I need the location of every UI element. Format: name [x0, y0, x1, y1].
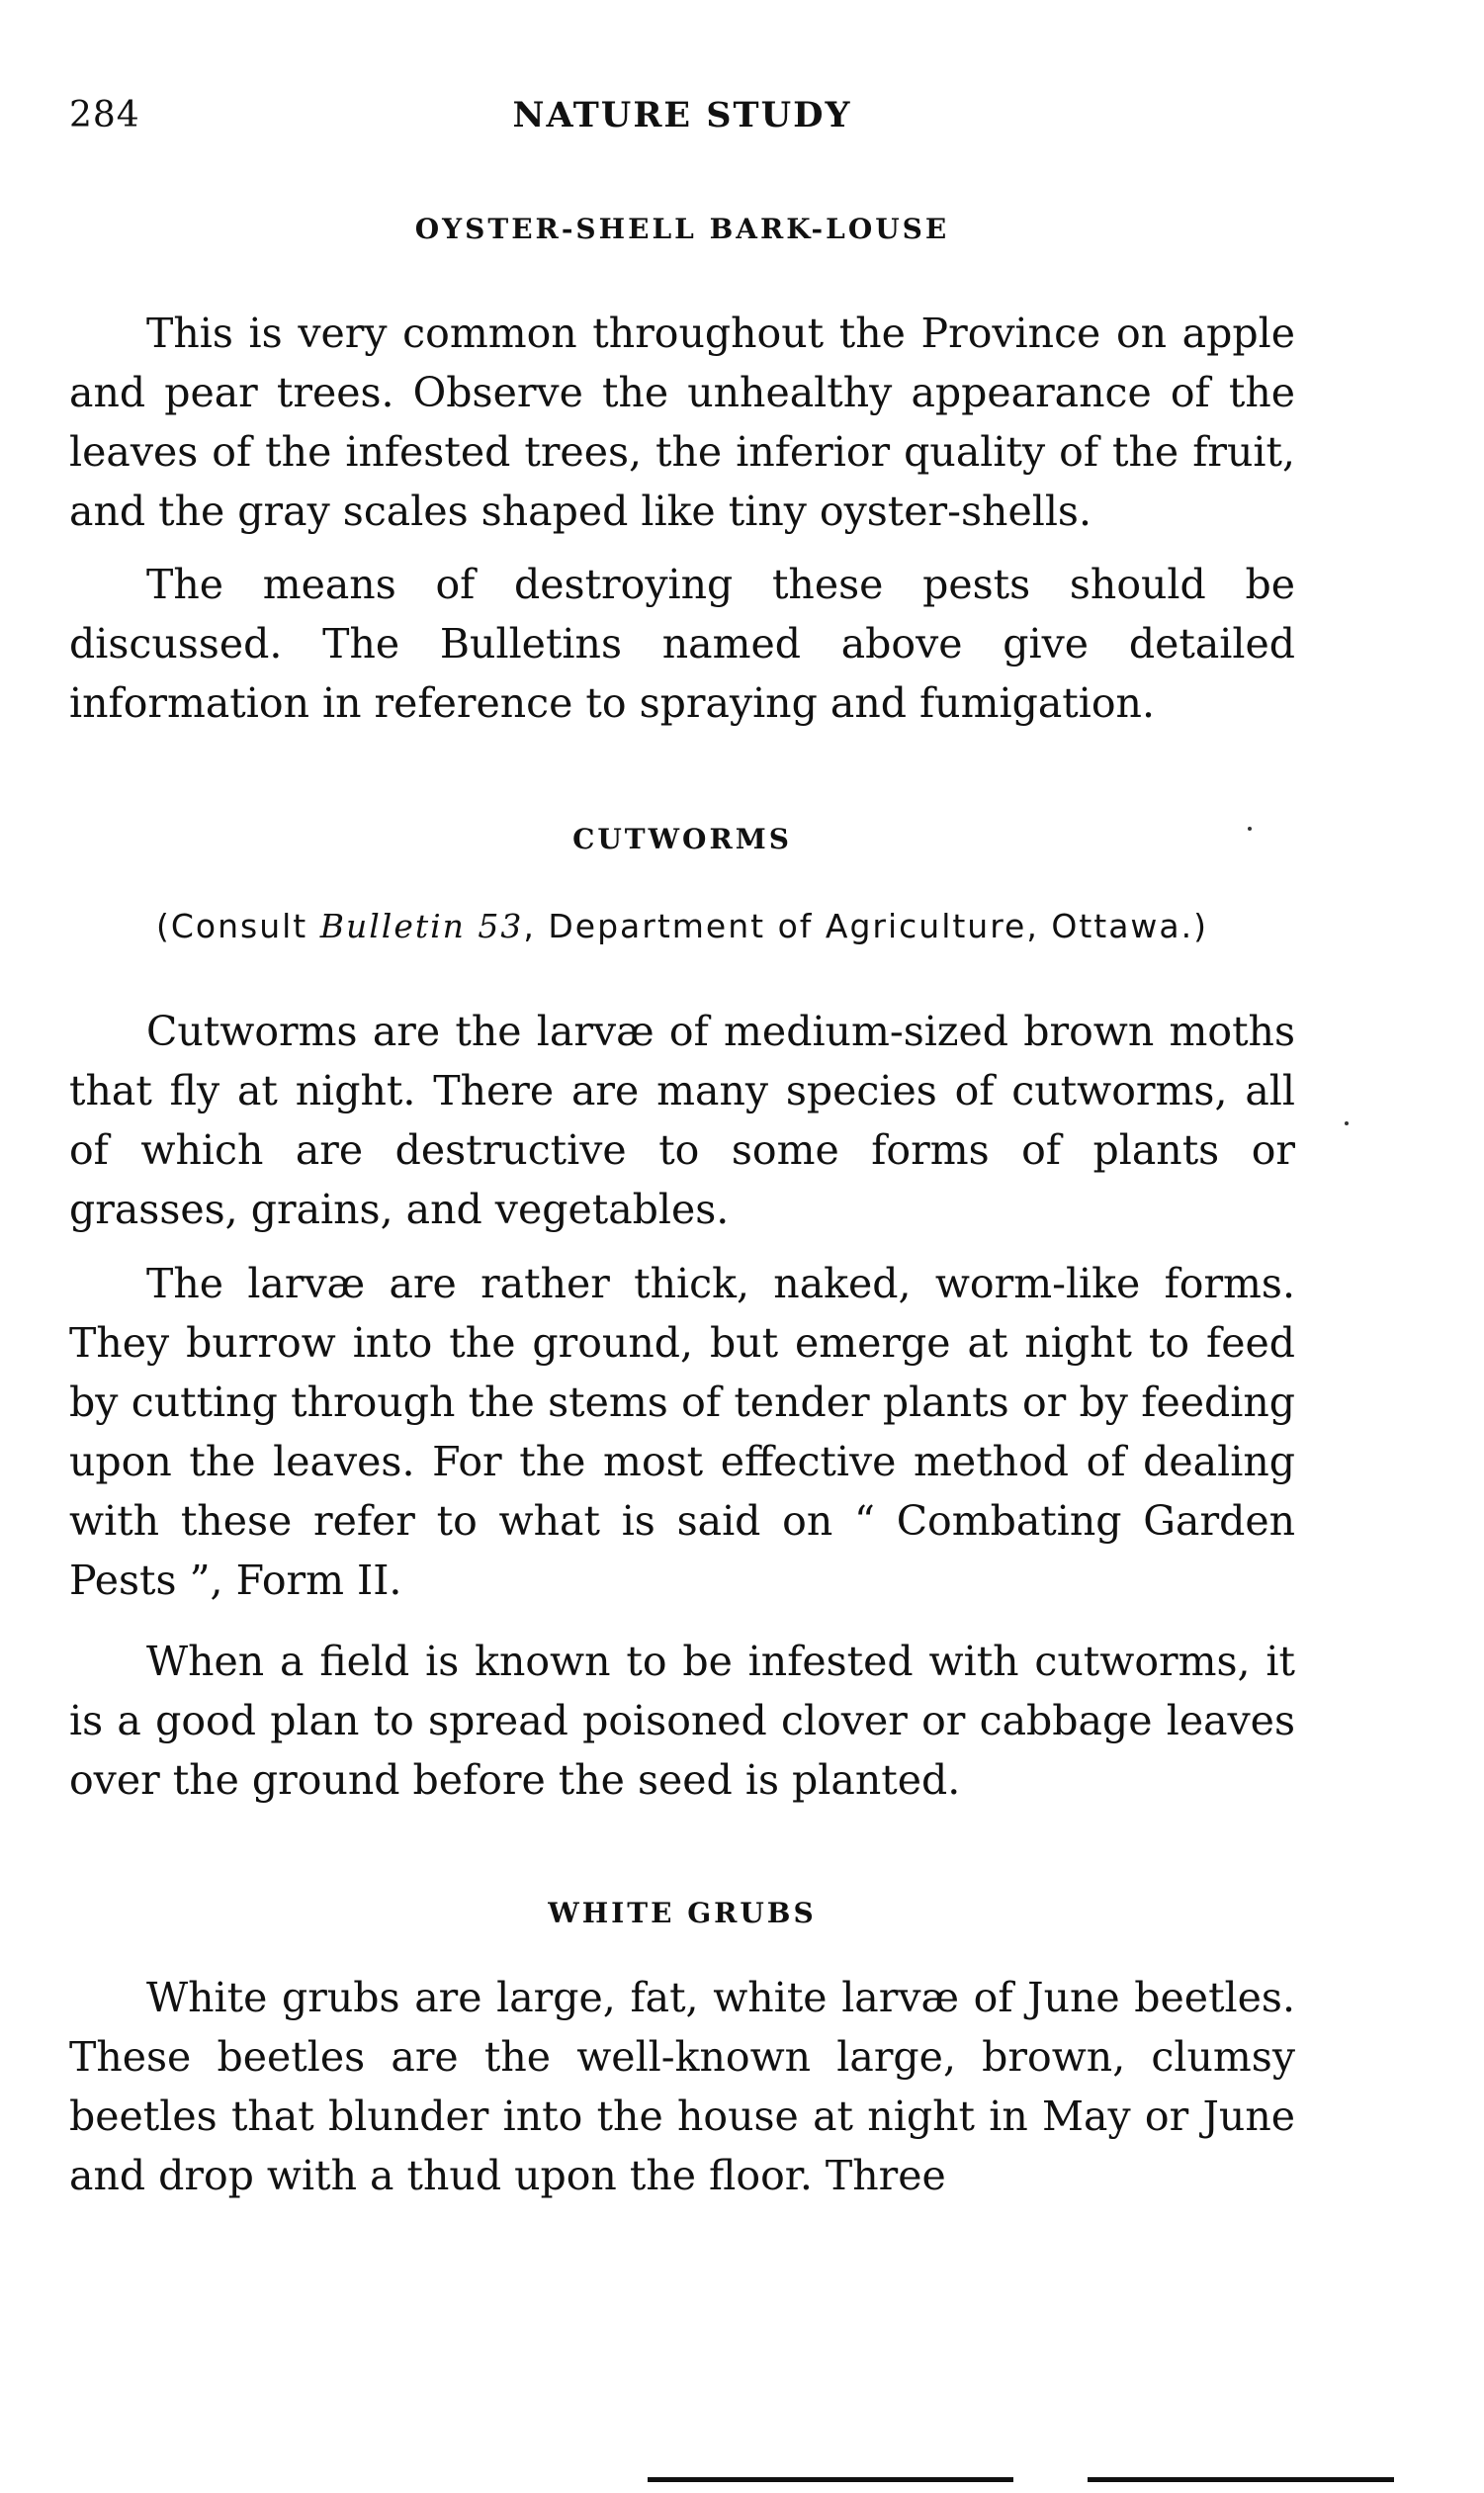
section-title-cutworms: CUTWORMS — [572, 823, 792, 855]
oyster-shell-paragraph-1: This is very common throughout the Province on apple and pear trees. Observe the unhealthy appearance of the leaves of the infested trees, the inferior quality of the fruit, and the gray scales shaped like tiny oyster-shells. — [69, 310, 1295, 535]
section-title-oyster-shell: OYSTER-SHELL BARK-LOUSE — [414, 213, 950, 245]
white-grubs-paragraph-1: White grubs are large, fat, white larvæ of June beetles. These beetles are the well-known large, brown, clumsy beetles that blunder into the house at night in May or June and drop with a thud upon the floor. Three — [69, 1974, 1295, 2199]
bottom-rule-right — [1088, 2477, 1394, 2482]
cutworms-paragraph-1: Cutworms are the larvæ of medium-sized brown moths that fly at night. There are many species of cutworms, all of which are destructive to some forms of plants or grasses, grains, and vegetables. — [69, 1008, 1295, 1233]
oyster-shell-paragraph-2: The means of destroying these pests should be discussed. The Bulletins named above give detailed information in reference to spraying and fumigation. — [69, 561, 1295, 727]
bottom-rule-left — [648, 2477, 1013, 2482]
consult-note-rest: , Department of Agriculture, Ottawa.) — [523, 907, 1208, 945]
scan-speck — [1248, 827, 1252, 831]
consult-note-bulletin: Bulletin 53 — [319, 907, 524, 945]
consult-note-open: (Consult — [155, 907, 320, 945]
section-title-white-grubs: WHITE GRUBS — [548, 1897, 817, 1929]
scan-speck — [1345, 1121, 1349, 1125]
consult-note — [69, 907, 1295, 945]
page-number: 284 — [69, 95, 140, 135]
cutworms-paragraph-2: The larvæ are rather thick, naked, worm-like forms. They burrow into the ground, but emerge at night to feed by cutting through the stems of tender plants or by feeding upon the leaves. For the most effective method of dealing with these refer to what is said on “ Combating Garden Pests ”, Form II. — [69, 1260, 1295, 1604]
running-head: NATURE STUDY — [512, 95, 852, 135]
cutworms-paragraph-3: When a field is known to be infested with cutworms, it is a good plan to spread poisoned clover or cabbage leaves over the ground before the seed is planted. — [69, 1638, 1295, 1804]
